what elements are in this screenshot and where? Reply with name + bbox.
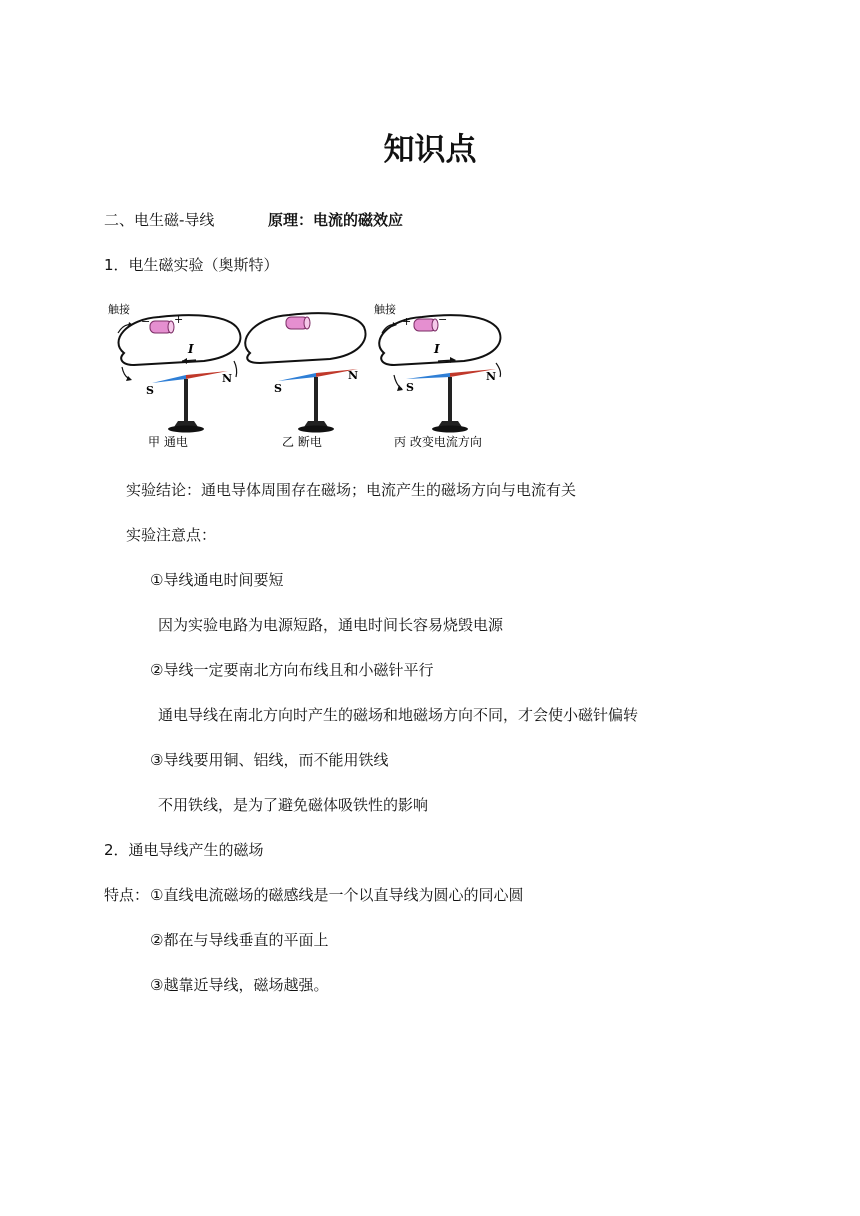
feature-3: ③越靠近导线，磁场越强。: [150, 976, 329, 994]
battery-icon: [286, 317, 310, 329]
notes-heading: 实验注意点：: [126, 526, 217, 544]
item1-heading: 1．电生磁实验（奥斯特）: [104, 256, 279, 274]
pole-s-label: S: [406, 381, 414, 394]
needle-stand: [314, 377, 318, 421]
needle-stand: [448, 377, 452, 421]
needle-south: [278, 373, 316, 381]
note-reason-2: 通电导线在南北方向时产生的磁场和地磁场方向不同，才会使小磁针偏转: [158, 706, 639, 724]
minus-sign: −: [438, 313, 448, 326]
needle-south: [152, 375, 186, 383]
panel-yi: [245, 313, 365, 449]
note-point-2: ②导线一定要南北方向布线且和小磁针平行: [150, 661, 434, 679]
note-reason-3: 不用铁线，是为了避免磁体吸铁性的影响: [158, 796, 429, 814]
plus-sign: +: [402, 315, 412, 328]
panel-jia: [108, 302, 240, 449]
features-label: 特点：: [104, 886, 150, 904]
panel-caption: 甲 通电: [148, 435, 188, 449]
pole-s-label: S: [274, 382, 282, 395]
current-label: I: [188, 342, 194, 356]
minus-sign: −: [141, 315, 151, 328]
battery-icon: [150, 321, 174, 333]
panel-caption: 丙 改变电流方向: [394, 435, 482, 449]
feature-2: ②都在与导线垂直的平面上: [150, 931, 329, 949]
section-heading: 二、电生磁-导线: [104, 211, 215, 229]
pole-n-label: N: [348, 369, 359, 382]
panel-caption: 乙 断电: [282, 435, 322, 449]
page-title: 知识点: [383, 132, 477, 168]
experiment-conclusion: 实验结论：通电导体周围存在磁场；电流产生的磁场方向与电流有关: [126, 481, 577, 499]
battery-icon: [414, 319, 438, 331]
item2-heading: 2．通电导线产生的磁场: [104, 841, 264, 859]
principle-label: 原理：电流的磁效应: [268, 211, 404, 229]
current-label: I: [434, 342, 440, 356]
touch-label: 触接: [374, 303, 396, 316]
pole-n-label: N: [222, 372, 233, 385]
note-reason-1: 因为实验电路为电源短路，通电时间长容易烧毁电源: [158, 616, 504, 634]
feature-1: ①直线电流磁场的磁感线是一个以直导线为圆心的同心圆: [150, 886, 524, 904]
plus-sign: +: [174, 313, 184, 326]
needle-south: [406, 373, 450, 379]
touch-label: 触接: [108, 303, 130, 316]
pole-s-label: S: [146, 384, 154, 397]
panel-bing: [374, 302, 501, 449]
note-point-3: ③导线要用铜、铝线，而不能用铁线: [150, 751, 389, 769]
needle-stand: [184, 379, 188, 421]
pole-n-label: N: [486, 370, 497, 383]
oersted-experiment-figure: [104, 293, 510, 461]
note-point-1: ①导线通电时间要短: [150, 571, 284, 589]
